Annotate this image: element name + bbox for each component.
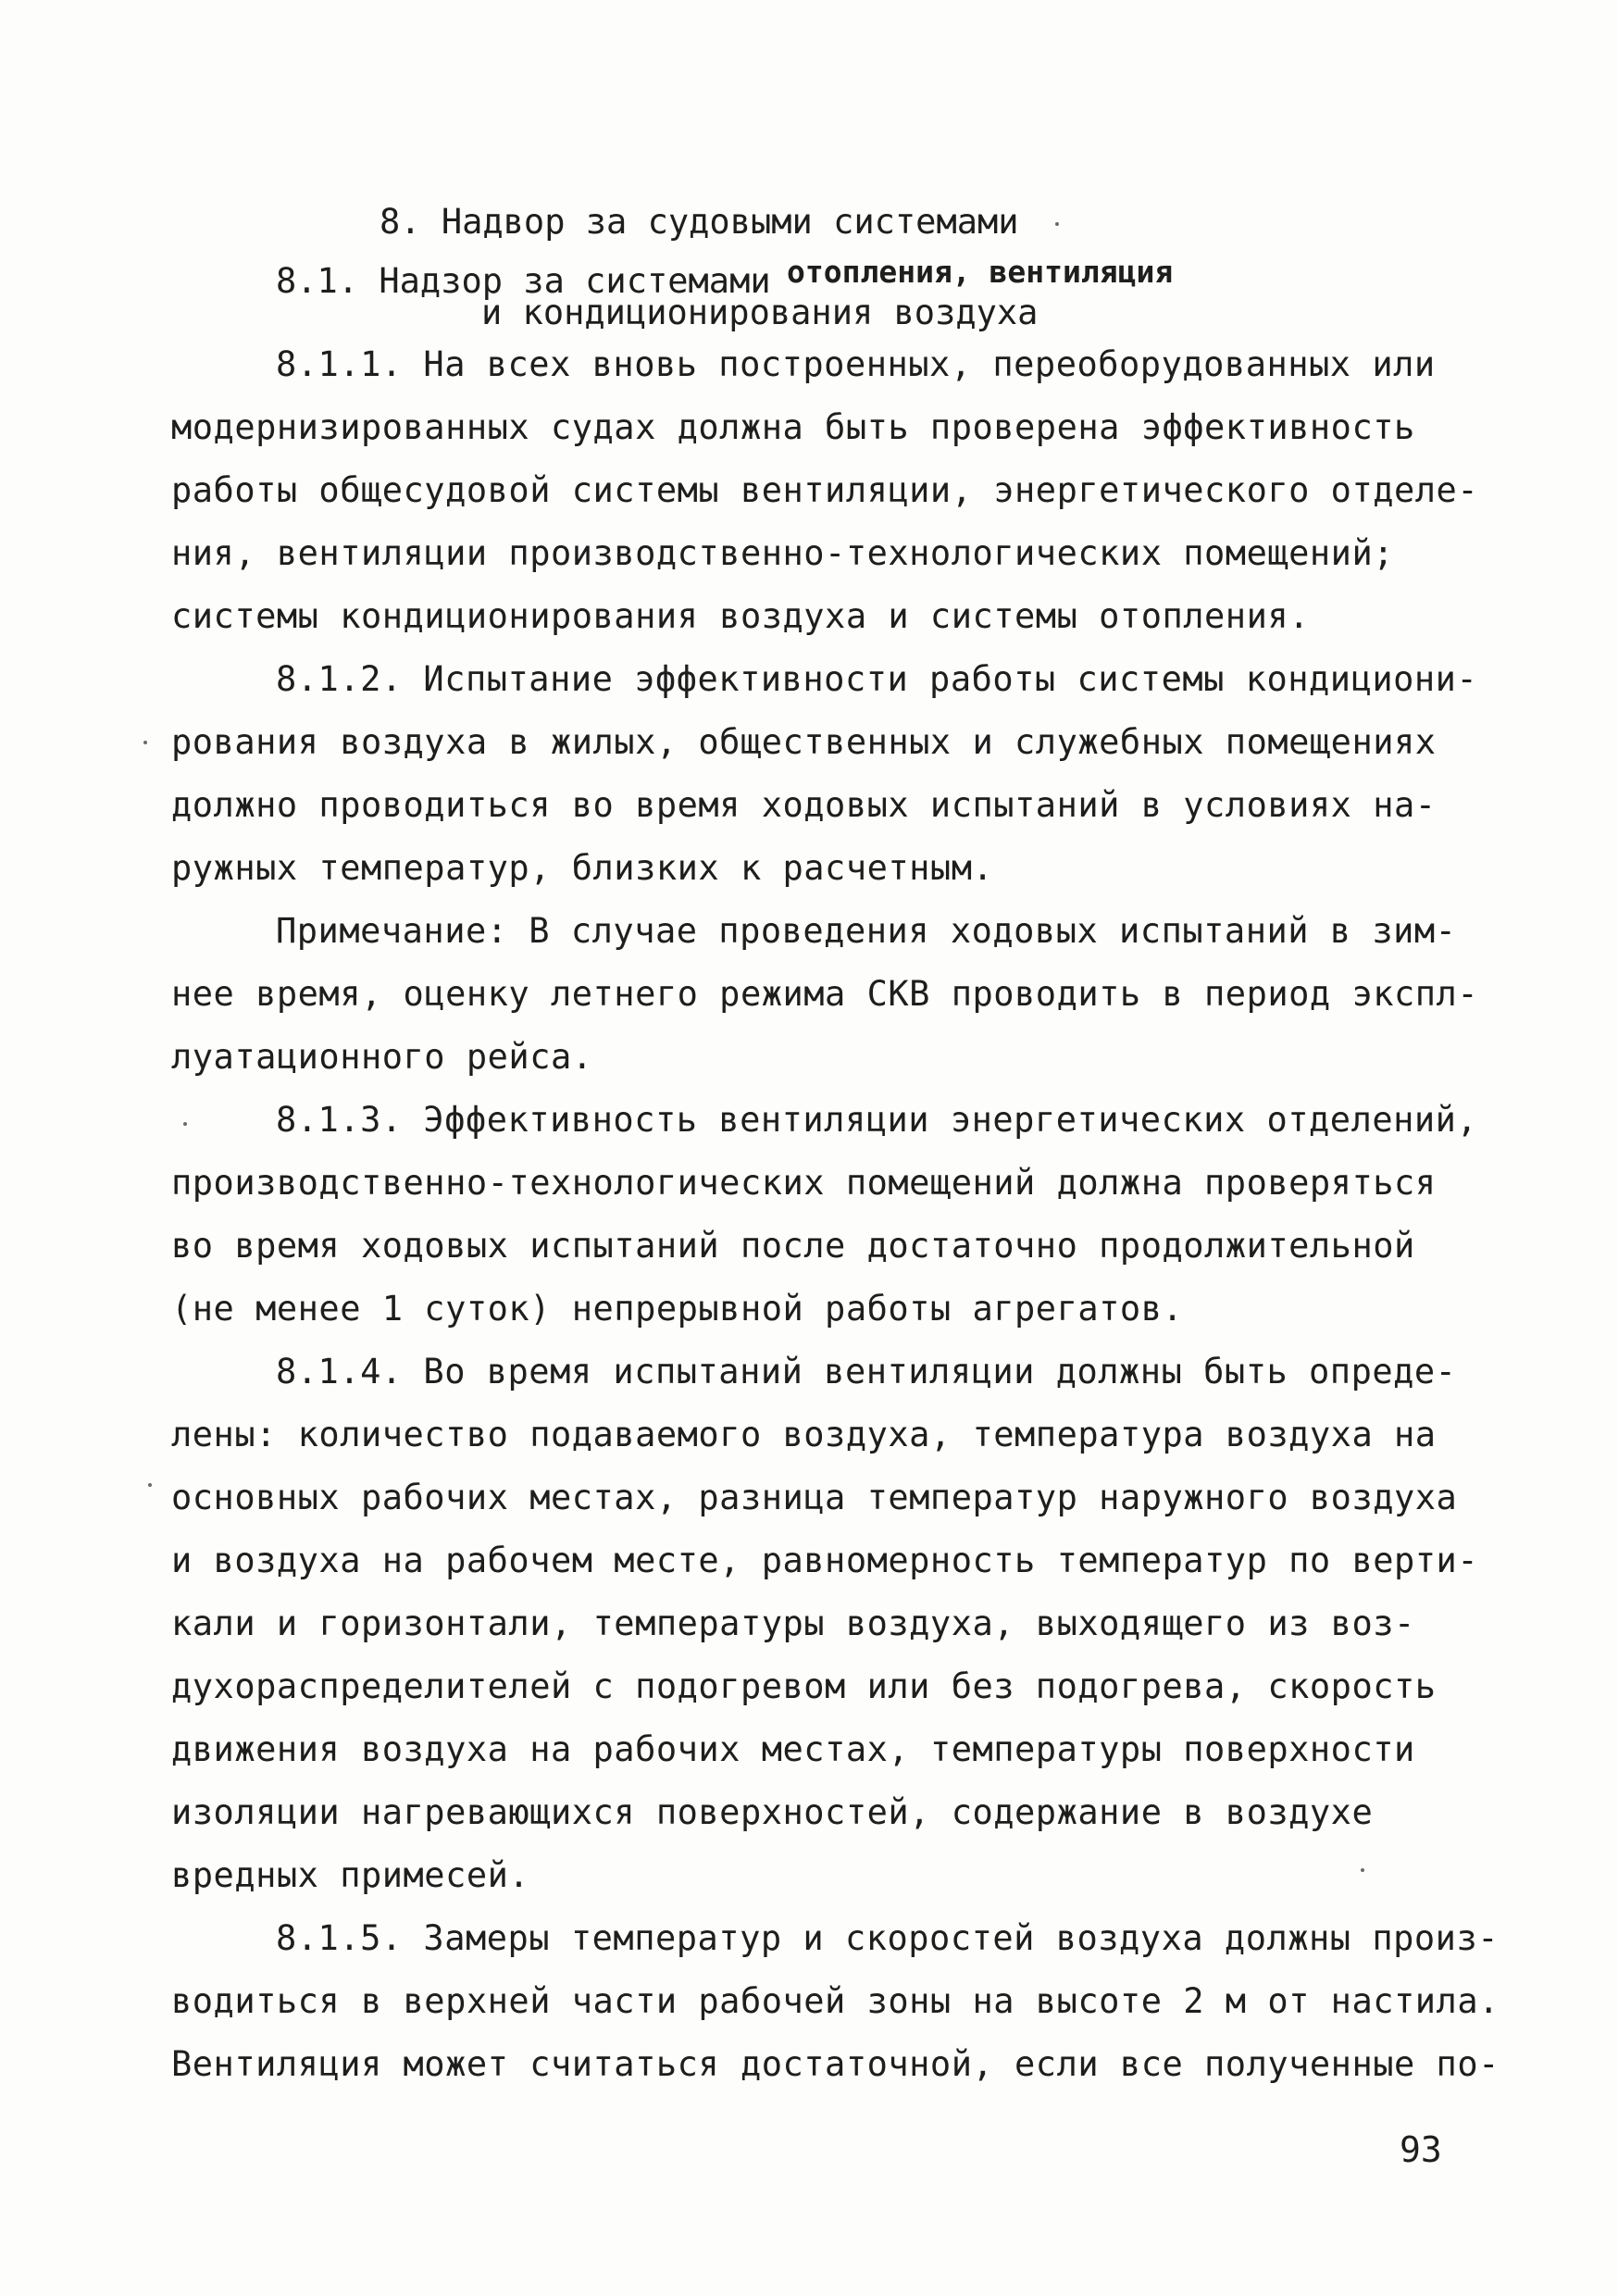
text-line: модернизированных судах должна быть проверена эффективность [171,407,1415,447]
scan-speck [143,741,147,744]
text-line: водиться в верхней части рабочей зоны на высоте 2 м от настила. [171,1981,1500,2021]
scan-speck [1361,1868,1364,1872]
scan-speck [148,1483,152,1487]
text-line: рования воздуха в жилых, общественных и служебных помещениях [171,722,1437,762]
text-line: производственно-технологических помещений должна проверяться [171,1163,1437,1203]
text-line: Вентиляция может считаться достаточной, если все полученные по- [171,2044,1500,2084]
subsection-title: 8.1. Надзор за системами [276,261,771,301]
text-line: вредных примесей. [171,1855,530,1895]
text-line: (не менее 1 суток) непрерывной работы агрегатов. [171,1289,1184,1329]
text-line: основных рабочих местах, разница температур наружного воздуха [171,1478,1458,1517]
page-number: 93 [1400,2129,1442,2170]
text-line: изоляции нагревающихся поверхностей, содержание в воздухе [171,1792,1374,1832]
scan-speck [1055,222,1059,226]
text-line: ружных температур, близких к расчетным. [171,848,994,888]
text-line: кали и горизонтали, температуры воздуха, выходящего из воз- [171,1603,1415,1643]
text-line: работы общесудовой системы вентиляции, энергетического отделе- [171,470,1479,510]
text-line: должно проводиться во время ходовых испытаний в условиях на- [171,785,1437,825]
text-line: 8.1.4. Во время испытаний вентиляции должны быть опреде- [276,1352,1457,1391]
subsection-title-continuation: отопления, вентиляция [787,254,1174,290]
text-line: во время ходовых испытаний после достаточно продолжительной [171,1226,1415,1266]
text-line: 8.1.5. Замеры температур и скоростей воздуха должны произ- [276,1918,1500,1958]
scan-speck [183,1122,187,1126]
note-line: нее время, оценку летнего режима СКВ проводить в период экспл- [171,974,1479,1014]
text-line: 8.1.2. Испытание эффективности работы системы кондициони- [276,659,1478,699]
text-line: ния, вентиляции производственно-технологических помещений; [171,533,1395,573]
text-line: лены: количество подаваемого воздуха, температура воздуха на [171,1415,1437,1454]
section-title: 8. Надвор за судовыми системами [380,202,1019,242]
text-line: системы кондиционирования воздуха и системы отопления. [171,596,1310,636]
text-line: духораспределителей с подогревом или без подогрева, скорость [171,1666,1437,1706]
text-line: движения воздуха на рабочих местах, температуры поверхности [171,1729,1415,1769]
text-line: 8.1.1. На всех вновь построенных, переоборудованных или [276,344,1436,384]
note-line: Примечание: В случае проведения ходовых испытаний в зим- [276,911,1457,951]
note-line: луатационного рейса. [171,1037,593,1077]
subsection-title-second-line: и кондиционирования воздуха [481,293,1039,332]
text-line: 8.1.3. Эффективность вентиляции энергетических отделений, [276,1100,1478,1140]
text-line: и воздуха на рабочем месте, равномерность температур по верти- [171,1541,1479,1580]
